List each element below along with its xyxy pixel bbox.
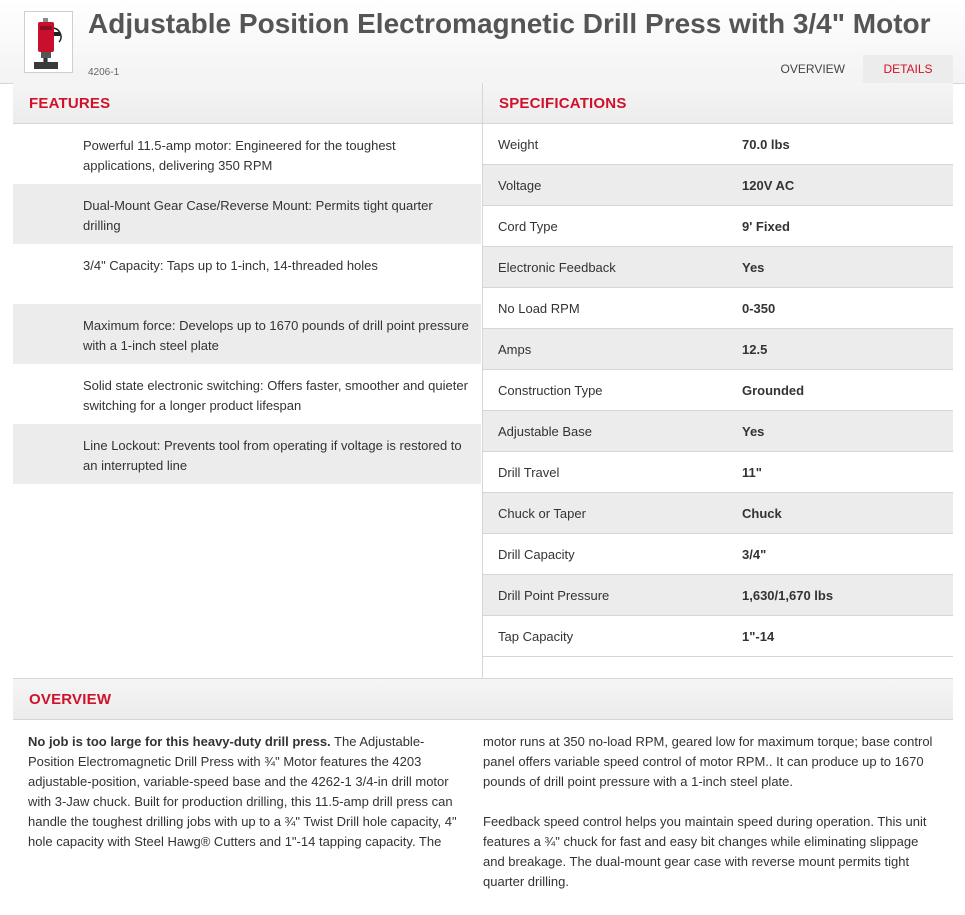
feature-item: Line Lockout: Prevents tool from operating if voltage is restored to an interrupted line (13, 424, 481, 484)
spec-value: 120V AC (742, 177, 795, 193)
spec-label: Drill Capacity (498, 546, 575, 562)
spec-row (483, 534, 953, 575)
spec-row (483, 247, 953, 288)
spec-row (483, 452, 953, 493)
spec-label: Tap Capacity (498, 628, 574, 644)
spec-row (483, 370, 953, 411)
feature-item: 3/4" Capacity: Taps up to 1-inch, 14-threaded holes (83, 258, 378, 273)
spec-row (483, 575, 953, 616)
spec-label: Adjustable Base (498, 423, 592, 439)
overview-header (13, 679, 953, 720)
drill-press-image (25, 12, 72, 72)
spec-value: 12.5 (742, 341, 768, 357)
spec-row (483, 165, 953, 206)
product-sku: 4206-1 (88, 67, 120, 78)
spec-row (483, 124, 953, 165)
overview-heading: OVERVIEW (29, 691, 112, 708)
spec-value: 70.0 lbs (742, 136, 790, 152)
spec-value: 11" (742, 464, 762, 480)
spec-row (483, 616, 953, 657)
feature-item: Solid state electronic switching: Offers faster, smoother and quieter switching for a longer product lifespan (83, 378, 468, 413)
spec-row (483, 493, 953, 534)
spec-value: Yes (742, 259, 765, 275)
features-heading: FEATURES (29, 95, 111, 112)
overview-paragraph: Feedback speed control helps you maintain speed during operation. This unit features a ¾" chuck for fast and easy bit changes while eliminating slippage and breakage. The dual-mount gear case with reverse mount permits tight quarter drilling. (483, 814, 927, 889)
spec-label: Weight (498, 136, 539, 152)
tab-details[interactable]: DETAILS (863, 55, 953, 84)
spec-value: 9' Fixed (742, 218, 790, 234)
feature-item: Powerful 11.5-amp motor: Engineered for the toughest applications, delivering 350 RPM (83, 138, 396, 173)
feature-item: Maximum force: Develops up to 1670 pounds of drill point pressure with a 1-inch steel plate (13, 304, 481, 364)
spec-row (483, 288, 953, 329)
overview-lead: No job is too large for this heavy-duty drill press. (28, 734, 331, 749)
spec-value: 3/4" (742, 546, 767, 562)
product-header (0, 0, 965, 84)
feature-item: Dual-Mount Gear Case/Reverse Mount: Permits tight quarter drilling (13, 184, 481, 244)
product-thumbnail[interactable] (24, 11, 73, 73)
overview-column-left (28, 732, 468, 852)
features-header (13, 83, 482, 124)
spec-label: Construction Type (498, 382, 603, 398)
page-title: Adjustable Position Electromagnetic Drill Press with 3/4" Motor (88, 8, 931, 39)
spec-label: Chuck or Taper (498, 505, 586, 521)
spec-label: No Load RPM (498, 300, 580, 316)
overview-paragraph: motor runs at 350 no-load RPM, geared low for maximum torque; base control panel offers variable speed control of motor RPM.. It can produce up to 1670 pounds of drill point pressure with a 1-inch steel plate. (483, 734, 933, 789)
overview-lead-text: The Adjustable-Position Electromagnetic Drill Press with ¾" Motor features the 4203 adjustable-position, variable-speed base and the 4262-1 3/4-in drill motor with 3-Jaw chuck. Built for production drilling, this 11.5-amp drill press can handle the toughest drilling jobs with up to a ¾" Twist Drill hole capacity, 4" hole capacity with Steel Hawg® Cutters and 1"-14 tapping capacity. The (28, 734, 457, 849)
spec-row (483, 329, 953, 370)
spec-value: Chuck (742, 505, 782, 521)
specifications-table (483, 124, 953, 657)
spec-label: Drill Travel (498, 464, 560, 480)
spec-value: 1"-14 (742, 628, 775, 644)
spec-row (483, 411, 953, 452)
features-list (13, 124, 481, 484)
tab-bar (763, 55, 953, 84)
spec-value: 0-350 (742, 300, 776, 316)
spec-row (483, 206, 953, 247)
overview-column-right (483, 732, 938, 892)
spec-value: Yes (742, 423, 765, 439)
spec-value: Grounded (742, 382, 805, 398)
spec-label: Voltage (498, 177, 542, 193)
specifications-heading: SPECIFICATIONS (499, 95, 627, 112)
spec-label: Electronic Feedback (498, 259, 616, 275)
spec-value: 1,630/1,670 lbs (742, 587, 834, 603)
specifications-header (483, 83, 953, 124)
overview-paragraph (28, 732, 468, 852)
spec-label: Drill Point Pressure (498, 587, 610, 603)
tab-overview[interactable]: OVERVIEW (780, 62, 845, 76)
spec-label: Amps (498, 341, 532, 357)
spec-label: Cord Type (498, 218, 558, 234)
